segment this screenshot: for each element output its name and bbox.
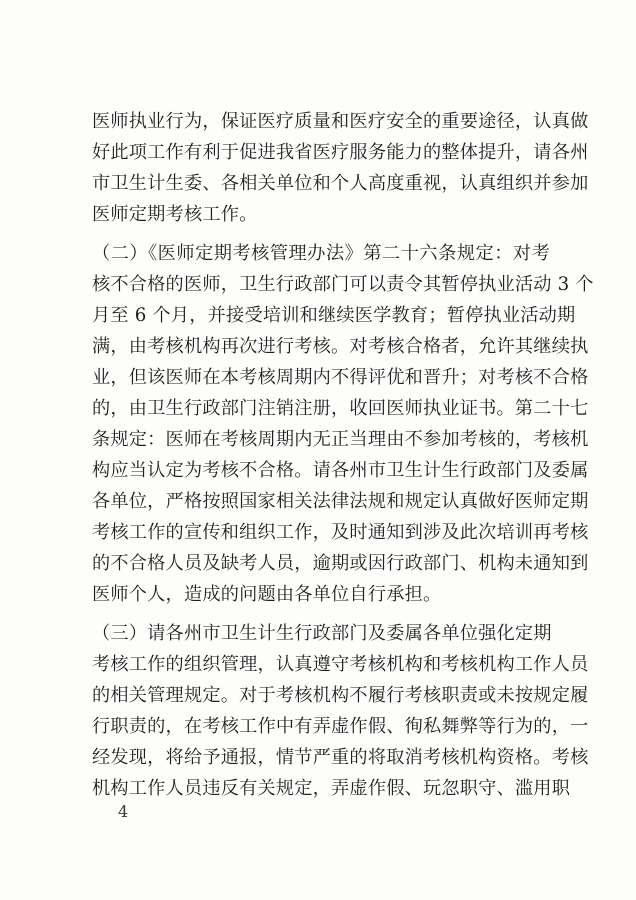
- document-body: [92, 106, 594, 804]
- text-line: 考核工作的宣传和组织工作，及时通知到涉及此次培训再考核: [92, 522, 589, 543]
- text-line: 市卫生计生委、各相关单位和个人高度重视，认真组织并参加: [92, 173, 589, 194]
- text-line: 行职责的，在考核工作中有弄虚作假、徇私舞弊等行为的，一: [92, 716, 589, 737]
- text-line: 好此项工作有利于促进我省医疗服务能力的整体提升，请各州: [92, 142, 589, 163]
- text-line: 机构工作人员违反有关规定，弄虚作假、玩忽职守、滥用职: [92, 778, 571, 799]
- text-line: 医师个人，造成的问题由各单位自行承担。: [92, 584, 442, 605]
- text-line: 医师定期考核工作。: [92, 204, 258, 225]
- text-line: 业，但该医师在本考核周期内不得评优和晋升；对考核不合格: [92, 367, 589, 388]
- text-line: 医师执业行为，保证医疗质量和医疗安全的重要途径，认真做: [92, 111, 589, 132]
- text-line: 条规定：医师在考核周期内无正当理由不参加考核的，考核机: [92, 429, 589, 450]
- text-line: （三）请各州市卫生计生行政部门及委属各单位强化定期: [92, 623, 552, 644]
- text-line: （二）《医师定期考核管理办法》第二十六条规定：对考: [92, 243, 550, 264]
- text-line: 满，由考核机构再次进行考核。对考核合格者，允许其继续执: [92, 336, 589, 357]
- text-line: 构应当认定为考核不合格。请各州市卫生计生行政部门及委属: [92, 460, 589, 481]
- text-line: 考核工作的组织管理，认真遵守考核机构和考核机构工作人员: [92, 654, 589, 675]
- text-line: 月至 6 个月，并接受培训和继续医学教育；暂停执业活动期: [92, 305, 576, 326]
- paragraph-3: [92, 618, 589, 804]
- page-number: 4: [118, 802, 129, 821]
- text-line: 经发现，将给予通报，情节严重的将取消考核机构资格。考核: [92, 747, 589, 768]
- text-line: 各单位，严格按照国家相关法律法规和规定认真做好医师定期: [92, 491, 589, 512]
- text-line: 的相关管理规定。对于考核机构不履行考核职责或未按规定履: [92, 685, 589, 706]
- paragraph-2: [92, 238, 594, 610]
- text-line: 的，由卫生行政部门注销注册，收回医师执业证书。第二十七: [92, 398, 589, 419]
- paragraph-1: [92, 106, 589, 230]
- text-line: 核不合格的医师，卫生行政部门可以责令其暂停执业活动 3 个: [92, 274, 594, 295]
- text-line: 的不合格人员及缺考人员，逾期或因行政部门、机构未通知到: [92, 553, 589, 574]
